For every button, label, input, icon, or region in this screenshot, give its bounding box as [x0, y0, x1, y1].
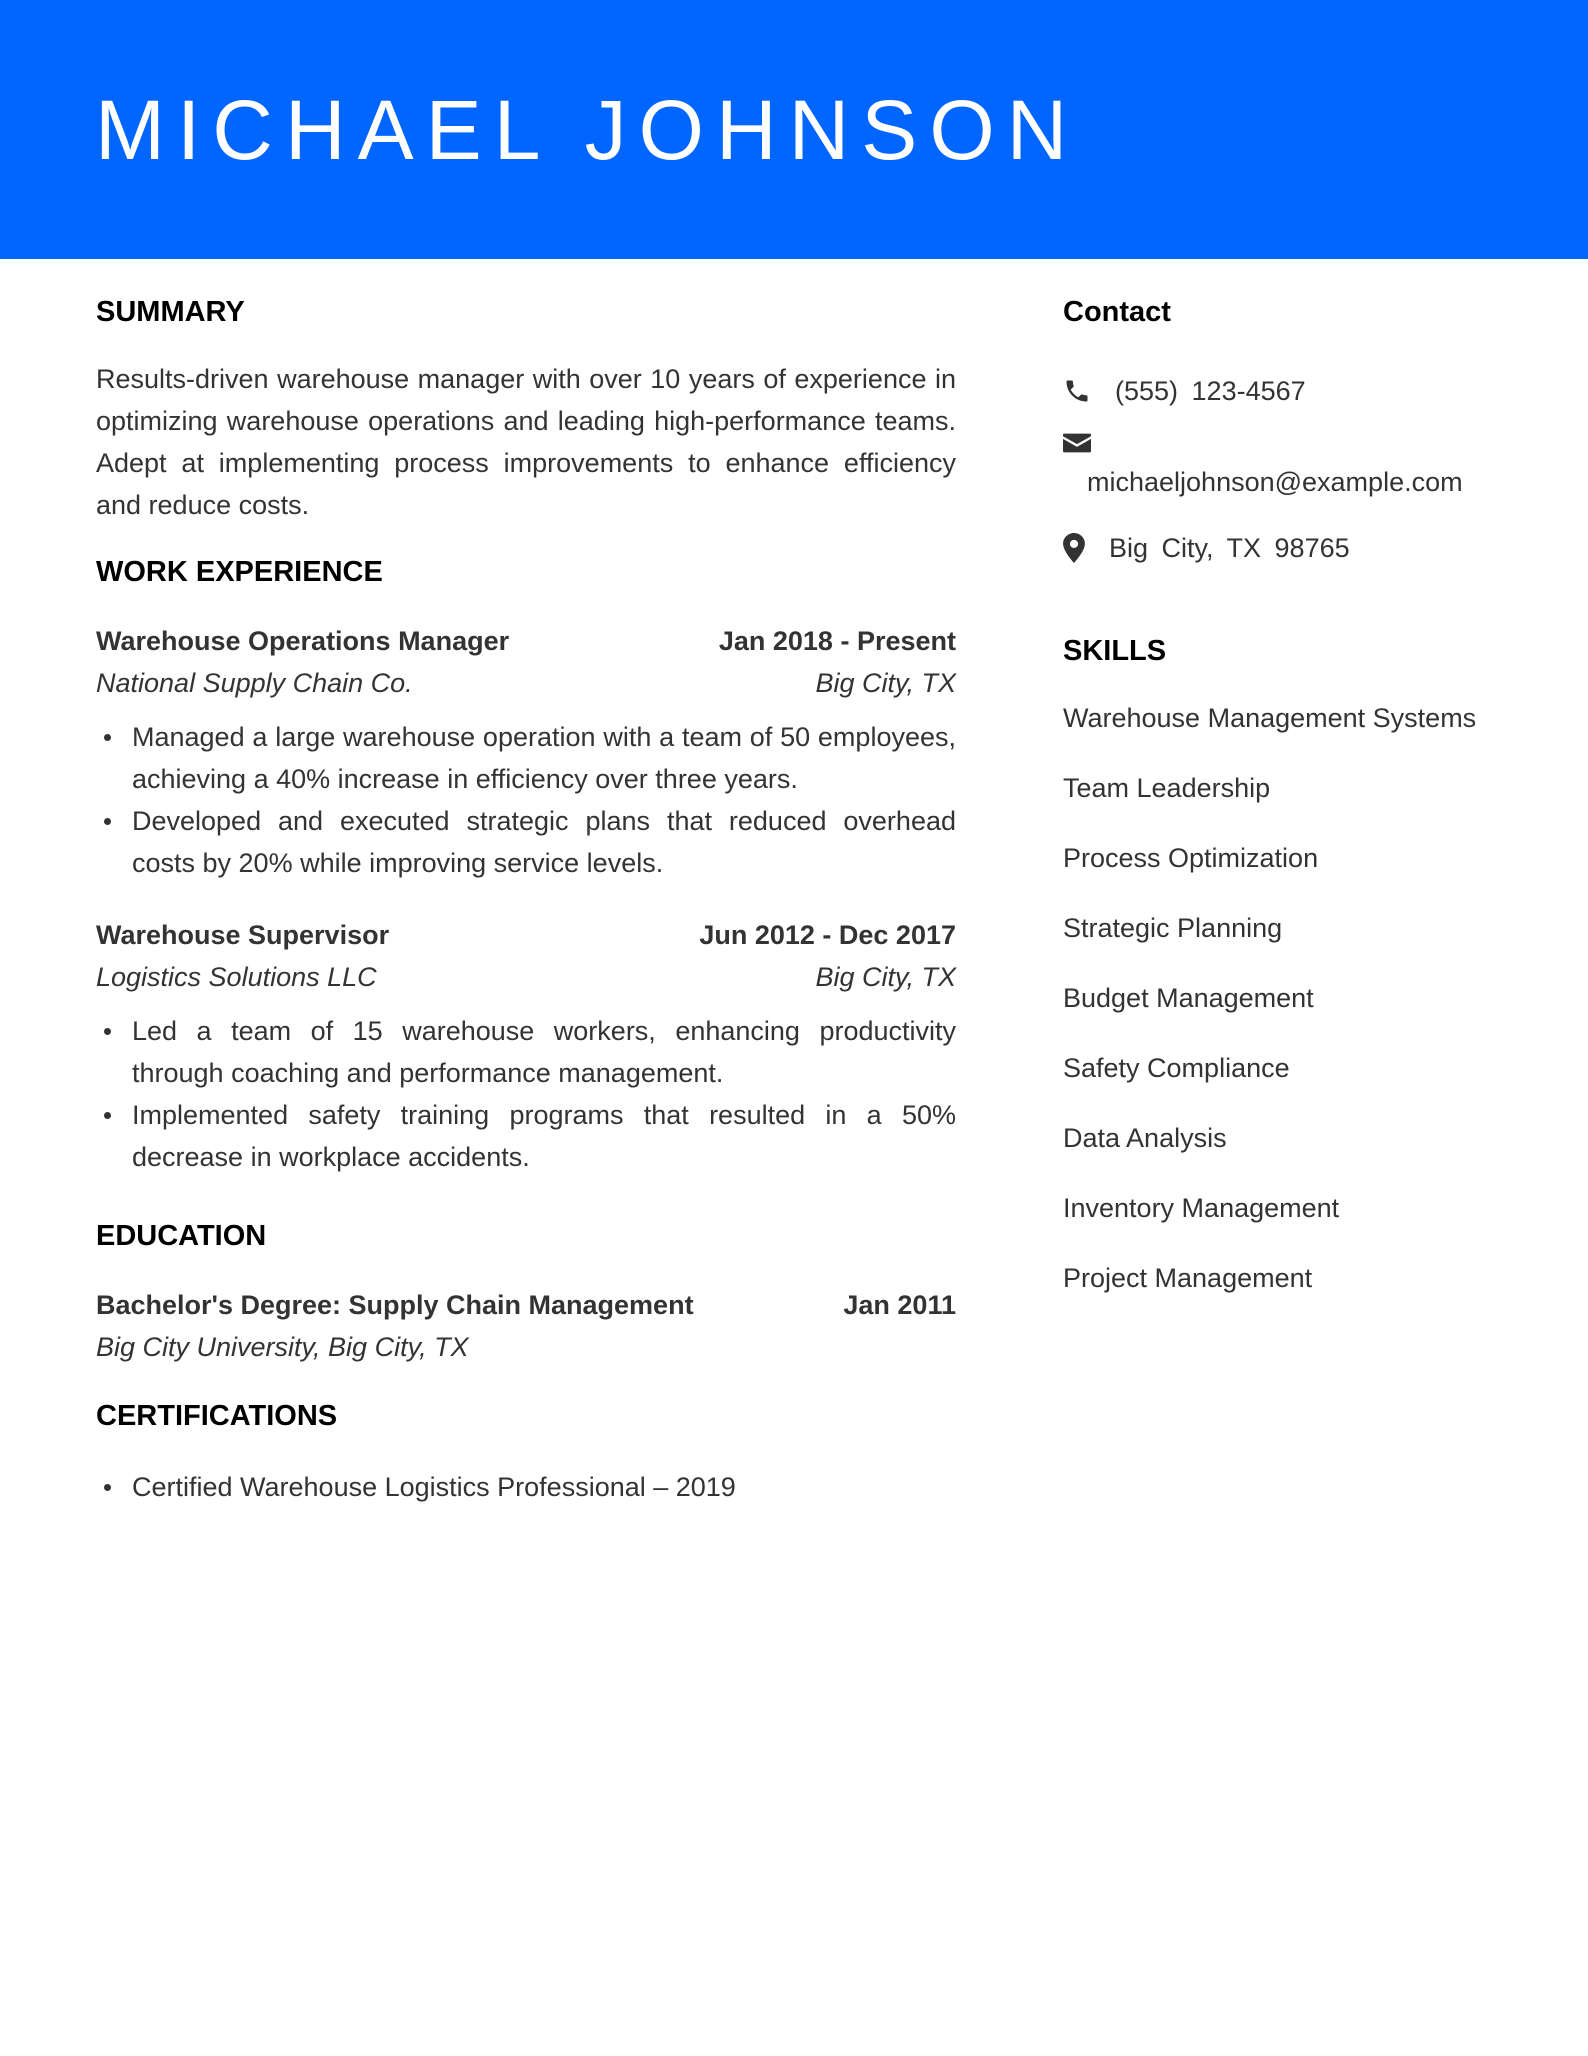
certifications-section — [96, 1396, 956, 1508]
skills-list — [1063, 697, 1523, 1299]
skills-section — [1063, 631, 1523, 1299]
job-bullets — [96, 1010, 956, 1178]
skill-item: Budget Management — [1063, 983, 1314, 1013]
work-experience-section — [96, 552, 956, 1178]
summary-title: SUMMARY — [96, 296, 245, 328]
phone-text[interactable]: (555) 123-4567 — [1115, 376, 1306, 406]
contact-title: Contact — [1063, 296, 1171, 328]
summary-text: Results-driven warehouse manager with over 10 years of experience in optimizing warehouse operations and leading high-performance teams. Adept at implementing process improvements to enhance efficiency and reduce costs. — [96, 364, 956, 520]
job-entry — [96, 620, 956, 884]
skill-item: Safety Compliance — [1063, 1053, 1290, 1083]
contact-phone — [1063, 370, 1523, 412]
job-location: Big City, TX — [815, 668, 956, 698]
education-school: Big City University, Big City, TX — [96, 1332, 469, 1362]
summary-section — [96, 292, 956, 526]
certifications-list — [96, 1466, 956, 1508]
contact-section — [1063, 292, 1523, 569]
skill-item: Data Analysis — [1063, 1123, 1227, 1153]
contact-email — [1063, 432, 1523, 503]
contact-location — [1063, 527, 1523, 569]
education-section — [96, 1216, 956, 1368]
phone-icon — [1063, 377, 1091, 405]
job-dates: Jan 2018 - Present — [718, 626, 956, 656]
job-bullet: Led a team of 15 warehouse workers, enhancing productivity through coaching and performance management. — [96, 1010, 956, 1094]
job-location: Big City, TX — [815, 962, 956, 992]
job-bullet: Developed and executed strategic plans that reduced overhead costs by 20% while improving service levels. — [96, 800, 956, 884]
job-bullet: Implemented safety training programs that resulted in a 50% decrease in workplace accidents. — [96, 1094, 956, 1178]
job-bullet: Managed a large warehouse operation with a team of 50 employees, achieving a 40% increase in efficiency over three years. — [96, 716, 956, 800]
job-company: Logistics Solutions LLC — [96, 962, 377, 992]
skill-item: Inventory Management — [1063, 1193, 1340, 1223]
skills-title: SKILLS — [1063, 635, 1167, 667]
job-entry — [96, 914, 956, 1178]
certifications-title: CERTIFICATIONS — [96, 1400, 338, 1432]
skill-item: Project Management — [1063, 1263, 1313, 1293]
skill-item: Process Optimization — [1063, 843, 1319, 873]
location-text: Big City, TX 98765 — [1109, 533, 1350, 563]
map-marker-icon — [1063, 533, 1085, 563]
job-role: Warehouse Operations Manager — [96, 626, 510, 656]
education-degree: Bachelor's Degree: Supply Chain Management — [96, 1290, 694, 1320]
skill-item: Strategic Planning — [1063, 913, 1283, 943]
skill-item: Warehouse Management Systems — [1063, 703, 1477, 733]
education-title: EDUCATION — [96, 1220, 267, 1252]
skill-item: Team Leadership — [1063, 773, 1271, 803]
header-banner — [0, 0, 1588, 259]
side-column — [1063, 292, 1523, 1327]
email-text[interactable]: michaeljohnson@example.com — [1087, 467, 1463, 497]
job-bullets — [96, 716, 956, 884]
certification-item: Certified Warehouse Logistics Professional – 2019 — [96, 1466, 956, 1508]
job-company: National Supply Chain Co. — [96, 668, 413, 698]
main-column — [96, 292, 956, 1508]
education-date: Jan 2011 — [843, 1290, 956, 1320]
job-role: Warehouse Supervisor — [96, 920, 390, 950]
candidate-name: MICHAEL JOHNSON — [95, 83, 1080, 177]
work-experience-title: WORK EXPERIENCE — [96, 556, 383, 588]
job-dates: Jun 2012 - Dec 2017 — [699, 920, 956, 950]
envelope-icon — [1063, 432, 1091, 454]
